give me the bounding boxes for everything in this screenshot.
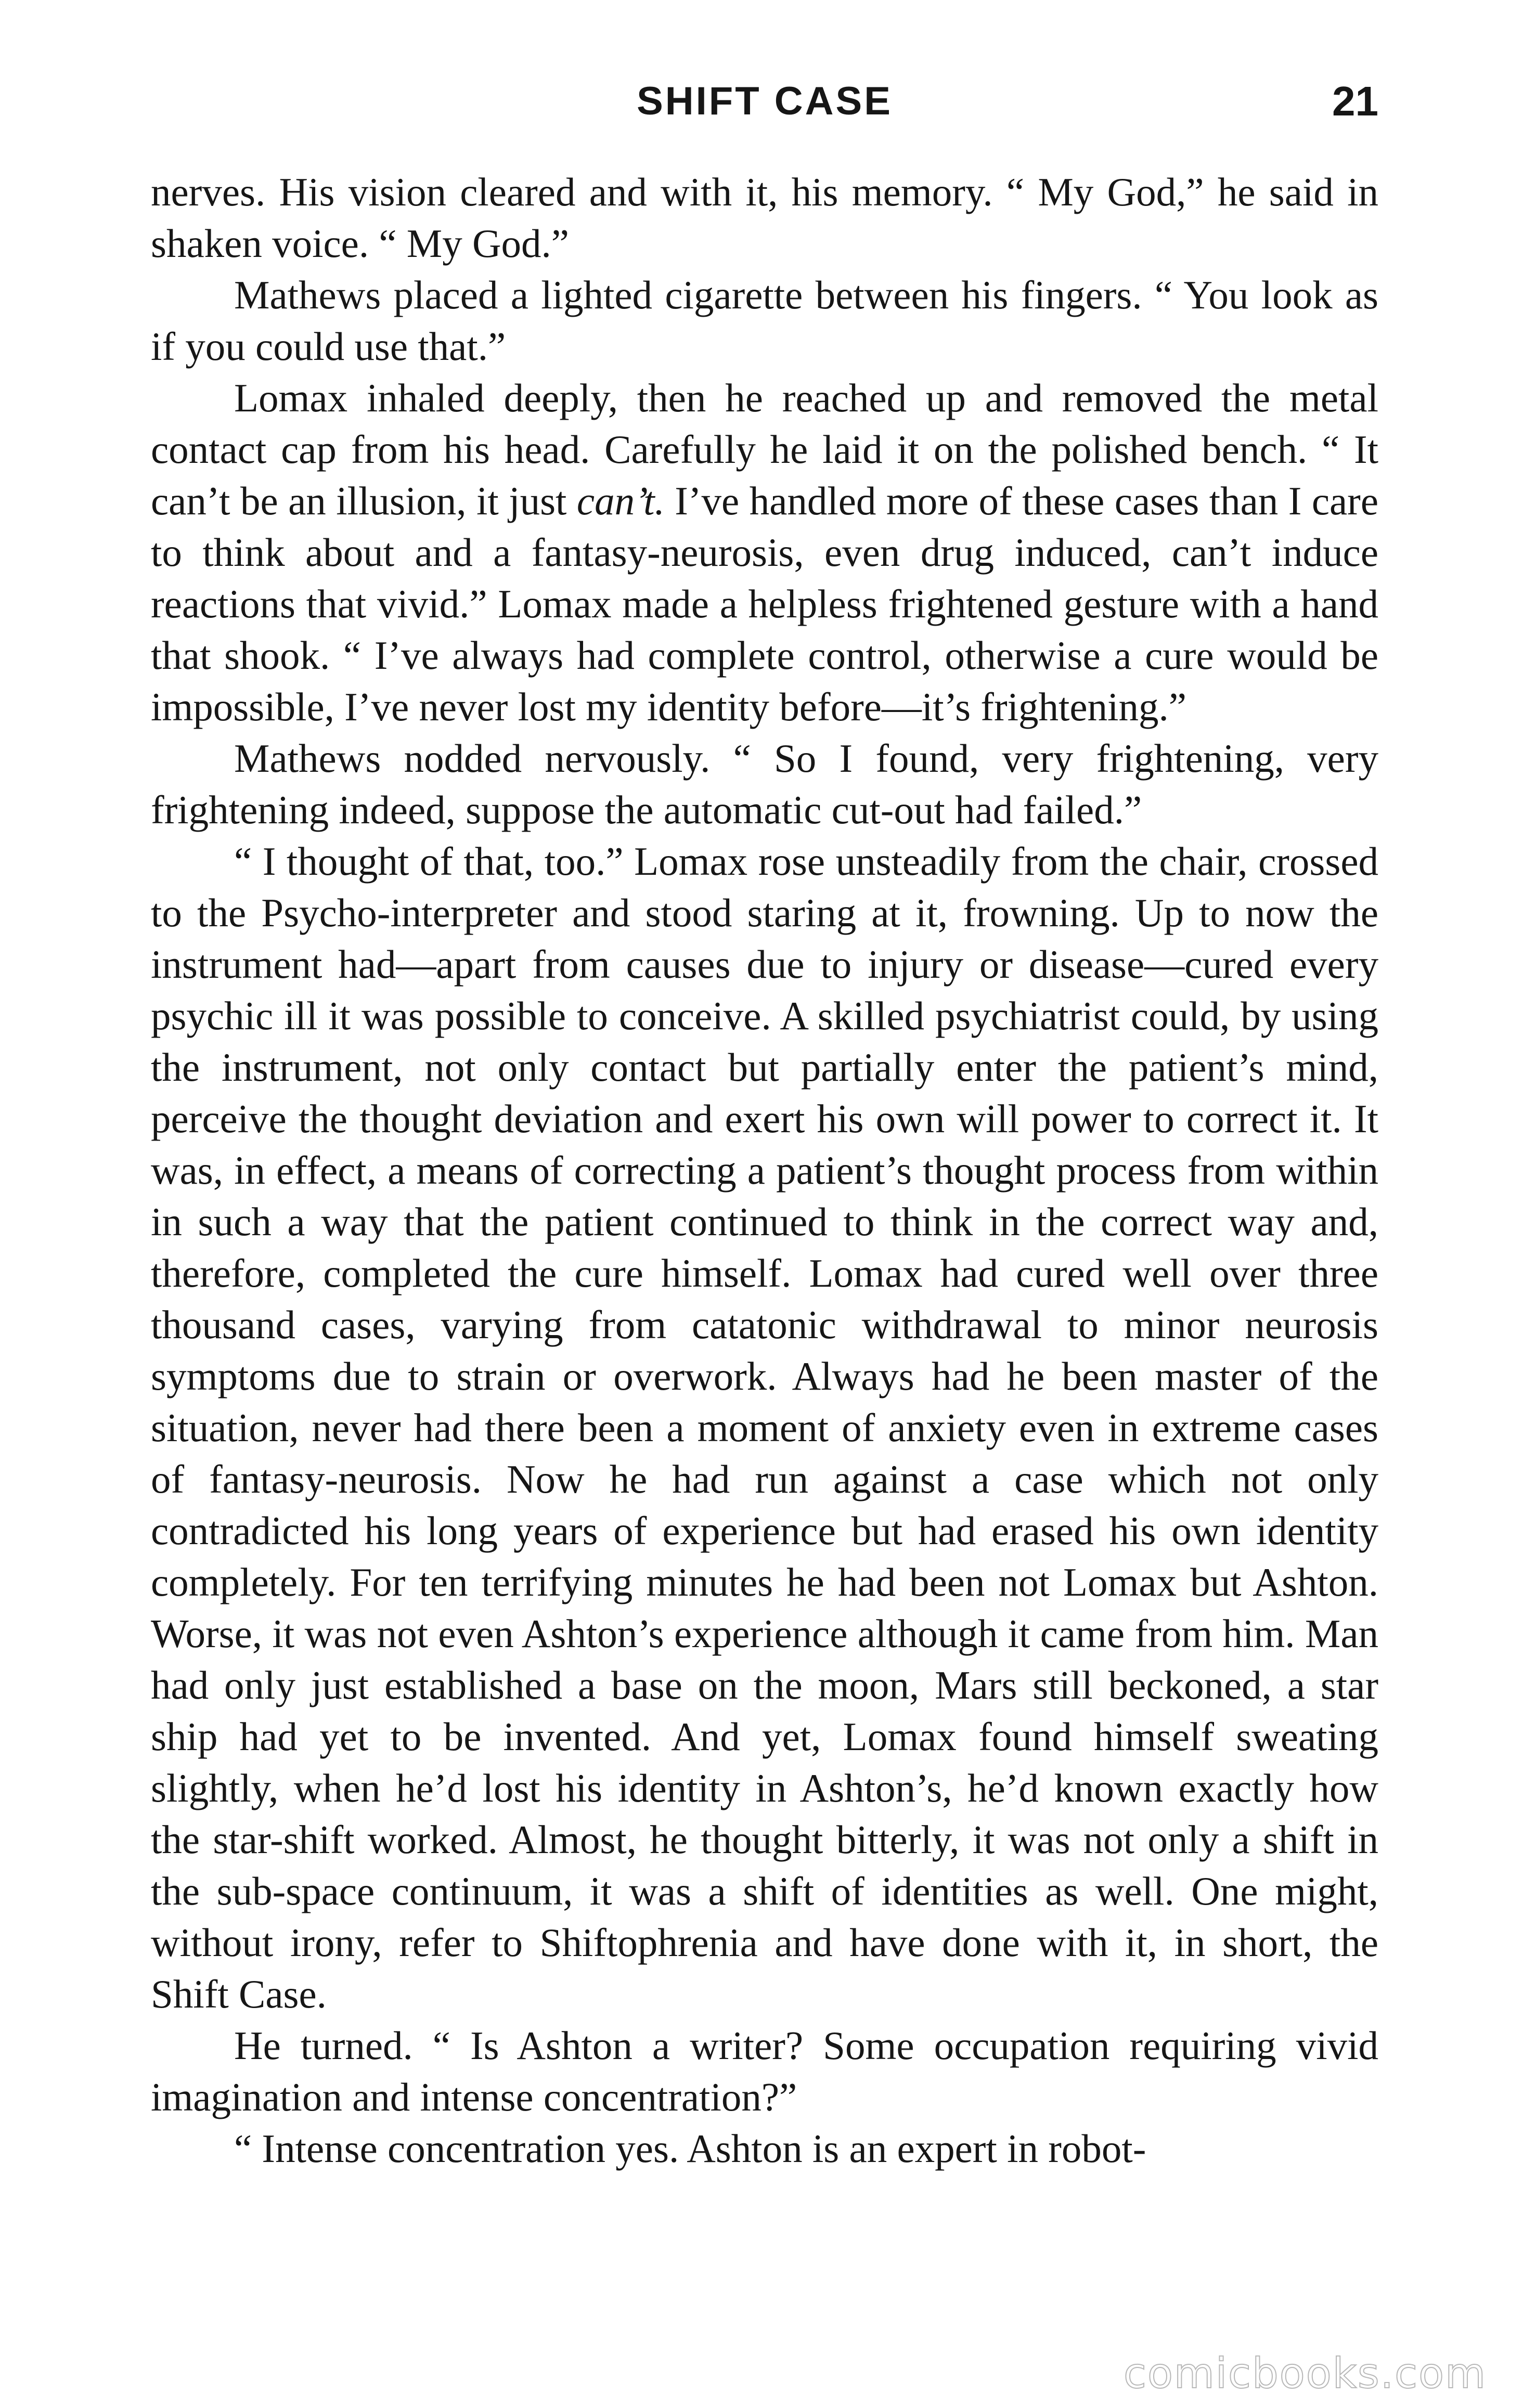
- paragraph: [151, 166, 1378, 269]
- page-number: 21: [1332, 78, 1378, 124]
- text-run: “ I thought of that, too.” Lomax rose unsteadily from the chair, crossed to the Psycho-interpreter and stood staring at it, frowning. Up to now the instrument had—apart from causes due to injury or disease—cured every psychic ill it was possible to conceive. A skilled psychiatrist could, by using the instrument, not only contact but partially enter the patient’s mind, perceive the thought deviation and exert his own will power to correct it. It was, in effect, a means of correcting a patient’s thought process from within in such a way that the patient continued to think in the correct way and, therefore, completed the cure himself. Lomax had cured well over three thousand cases, varying from catatonic withdrawal to minor neurosis symptoms due to strain or overwork. Always had he been master of the situation, never had there been a moment of anxiety even in extreme cases of fantasy-neurosis. Now he had run against a case which not only contradicted his long years of experience but had erased his own identity completely. For ten terrifying minutes he had been not Lomax but Ashton. Worse, it was not even Ashton’s experience although it came from him. Man had only just established a base on the moon, Mars still beckoned, a star ship had yet to be invented. And yet, Lomax found himself sweating slightly, when he’d lost his identity in Ashton’s, he’d known exactly how the star-shift worked. Almost, he thought bitterly, it was not only a shift in the sub-space continuum, it was a shift of identities as well. One might, without irony, refer to Shiftophrenia and have done with it, in short, the Shift Case.: [151, 839, 1378, 2016]
- text-run: Lomax inhaled deeply, then he reached up and removed the metal contact cap from his head. Carefully he laid it on the polished bench. “ It can’t be an illusion, it just: [151, 376, 1378, 523]
- text-run: Mathews nodded nervously. “ So I found, very frightening, very frightening indeed, suppose the automatic cut-out had failed.”: [151, 736, 1378, 832]
- body-text: [151, 166, 1378, 2174]
- paragraph: [151, 2020, 1378, 2123]
- watermark-logo: comicbooks.com: [1123, 2349, 1487, 2398]
- paragraph: [151, 836, 1378, 2020]
- text-run: Mathews placed a lighted cigarette between his fingers. “ You look as if you could use that.”: [151, 273, 1378, 369]
- italic-emphasis: can’t.: [576, 478, 665, 523]
- paragraph: [151, 269, 1378, 372]
- paragraph: [151, 372, 1378, 733]
- paragraph: [151, 2123, 1378, 2174]
- text-run: nerves. His vision cleared and with it, his memory. “ My God,” he said in shaken voice. “ My God.”: [151, 170, 1378, 266]
- text-run: “ Intense concentration yes. Ashton is an expert in robot-: [234, 2126, 1146, 2171]
- text-run: He turned. “ Is Ashton a writer? Some occupation requiring vivid imagination and intense concentration?”: [151, 2023, 1378, 2119]
- paragraph: [151, 733, 1378, 836]
- text-run: I’ve handled more of these cases than I care to think about and a fantasy-neurosis, even drug induced, can’t induce reactions that vivid.” Lomax made a helpless frightened gesture with a hand that shook. “ I’ve always had complete control, otherwise a cure would be impossible, I’ve never lost my identity before—it’s frightening.”: [151, 478, 1378, 729]
- running-title: SHIFT CASE: [637, 79, 893, 123]
- running-header: [151, 73, 1378, 130]
